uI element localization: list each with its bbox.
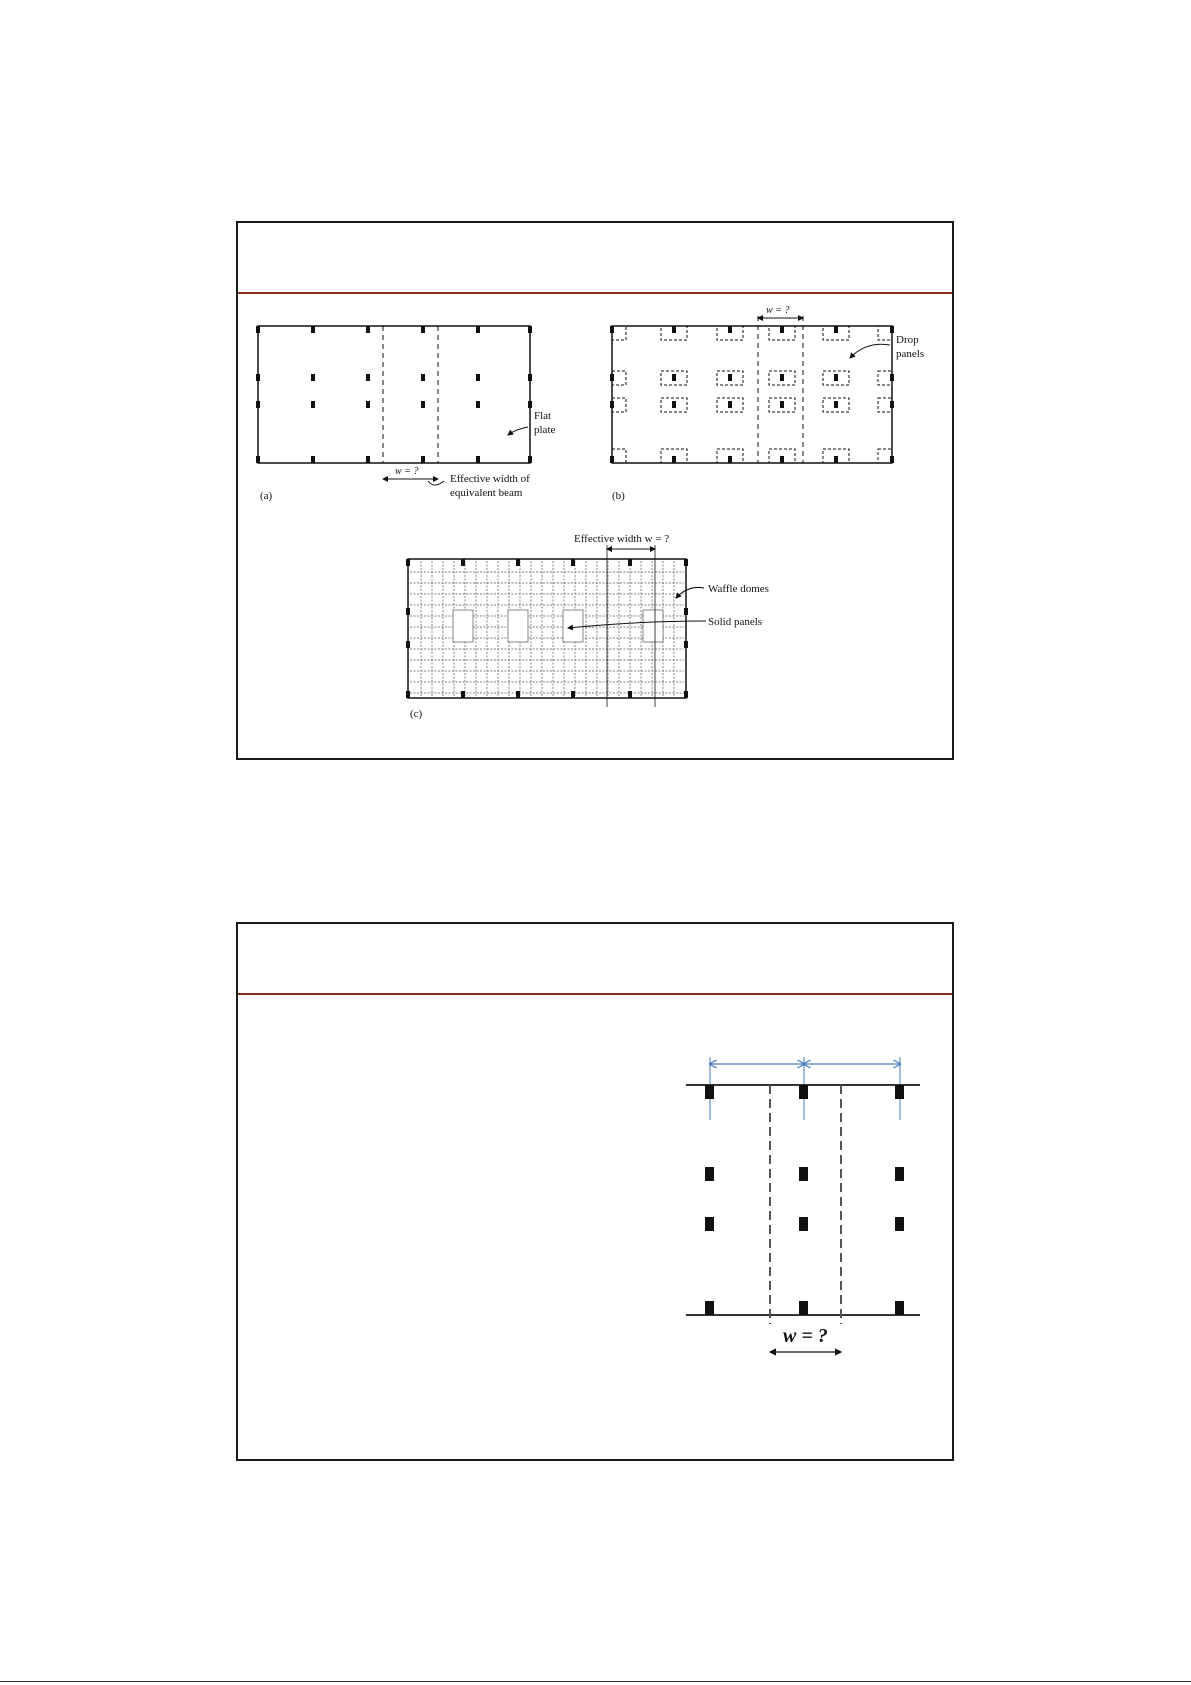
figure-b-callout-leader [850, 344, 890, 358]
figure-b-callout-line1: Drop [896, 334, 919, 346]
figure-c-width-label: Effective width w = ? [574, 533, 670, 545]
page-bottom-rule [0, 1681, 1191, 1682]
slide-2 [236, 922, 954, 1461]
figure-b-callout-line2: panels [896, 348, 925, 360]
figure-a-note-line2: equivalent beam [450, 487, 523, 499]
figure-b-width-label: w = ? [766, 305, 790, 316]
figure-b-drop-panels [610, 305, 924, 502]
figure-a-note-leader [428, 481, 444, 485]
figure-c-waffle-slab [406, 533, 769, 720]
figure-a-outline [258, 326, 530, 463]
figure-a-flat-plate [256, 326, 555, 502]
strip-width-label: w = ? [783, 1325, 828, 1347]
slide-2-figure [238, 924, 956, 1463]
figure-a-callout-leader [508, 427, 528, 435]
figure-a-columns [256, 326, 532, 463]
slide-1-figure [238, 223, 956, 762]
figure-b-panel-label: (b) [612, 490, 625, 502]
figure-c-solid-panels [453, 610, 663, 642]
figure-a-panel-label: (a) [260, 490, 273, 502]
figure-b-drop-panel-outlines [612, 326, 892, 463]
figure-c-waffle-leader [676, 587, 704, 598]
figure-a-callout-line1: Flat [534, 410, 552, 422]
figure-b-outline [612, 326, 892, 463]
figure-a-note-line1: Effective width of [450, 473, 530, 485]
figure-b-columns [610, 326, 894, 463]
figure-c-panel-label: (c) [410, 708, 423, 720]
figure-c-waffle-label: Waffle domes [708, 583, 769, 595]
figure-c-solid-label: Solid panels [708, 616, 763, 628]
figure-a-width-label: w = ? [395, 466, 419, 477]
slide-1 [236, 221, 954, 760]
figure-a-callout-line2: plate [534, 424, 556, 436]
slide-2-strip-detail [686, 1057, 920, 1352]
